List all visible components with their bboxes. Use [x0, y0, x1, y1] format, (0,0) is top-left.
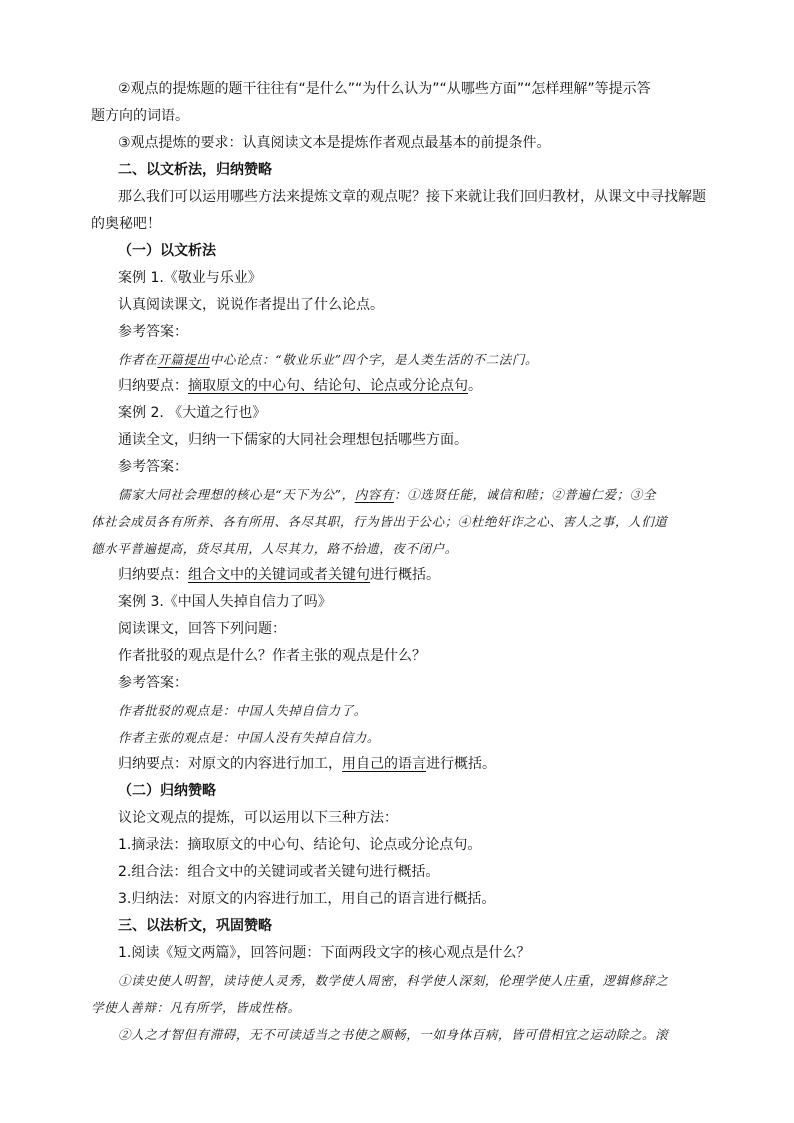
paragraph-line: 题方向的词语。: [91, 108, 189, 124]
answer-text: [118, 485, 656, 505]
question-text: 通读全文，归纳一下儒家的大同社会理想包括哪些方面。: [118, 432, 468, 448]
section-heading: 三、以法析文，巩固赞略: [118, 918, 272, 934]
passage-text: 学使人善辩：凡有所学，皆成性格。: [91, 1000, 301, 1015]
summary-label: 归纳要点：: [118, 567, 188, 583]
answer-text-part: 儒家大同社会理想的核心是“天下为公”，: [118, 487, 355, 502]
answer-text: 德水平普遍提高，货尽其用，人尽其力，路不拾遗，夜不闭户。: [91, 541, 458, 556]
underlined-text: 开篇提出: [157, 352, 210, 367]
underlined-text: 内容有: [354, 487, 394, 502]
underlined-text: 组合文中的关键词或者关键句: [188, 567, 370, 583]
question-text: 阅读课文，回答下列问题：: [118, 621, 286, 637]
method-item: 2.组合法：组合文中的关键词或者关键句进行概括。: [118, 864, 440, 880]
method-item: 3.归纳法：对原文的内容进行加工，用自己的语言进行概括。: [118, 891, 496, 907]
summary-label: 归纳要点：对原文的内容进行加工，: [118, 756, 342, 772]
paragraph-line: 议论文观点的提炼，可以运用以下三种方法：: [118, 810, 398, 826]
underlined-text: 摘取原文的中心句、结论句、论点或分论点句: [188, 378, 468, 394]
method-item: 1.摘录法：摘取原文的中心句、结论句、论点或分论点句。: [118, 837, 482, 853]
paragraph-line: ③观点提炼的要求：认真阅读文本是提炼作者观点最基本的前提条件。: [118, 135, 551, 151]
subsection-heading: （二）归纳赞略: [118, 783, 216, 799]
summary-label: 归纳要点：: [118, 378, 188, 394]
paragraph-line: 的奥秘吧！: [91, 216, 161, 232]
passage-text: ①读史使人明智，读诗使人灵秀，数学使人周密，科学使人深刻，伦理学使人庄重，逻辑修辞之: [118, 973, 669, 988]
answer-text-part: 作者在: [118, 352, 158, 367]
answer-text: 体社会成员各有所养、各有所用、各尽其职，行为皆出于公心；④杜绝奸诈之心、害人之事，人们道: [91, 514, 668, 529]
section-heading: 二、以文析法，归纳赞略: [118, 162, 272, 178]
answer-label: 参考答案：: [118, 324, 188, 340]
question-text: 作者批驳的观点是什么？作者主张的观点是什么？: [118, 648, 426, 664]
paragraph-line: 那么我们可以运用哪些方法来提炼文章的观点呢？接下来就让我们回归教材，从课文中寻找解题: [118, 189, 706, 205]
paragraph-line: ②观点的提炼题的题干往往有“是什么”“为什么认为”“从哪些方面”“怎样理解”等提示答: [118, 81, 651, 97]
answer-label: 参考答案：: [118, 675, 188, 691]
answer-label: 参考答案：: [118, 459, 188, 475]
case-title: 案例 3.《中国人失掉自信力了吗》: [118, 594, 332, 610]
case-title: 案例 1.《敬业与乐业》: [118, 270, 262, 286]
summary-point: [118, 565, 440, 585]
answer-text: [118, 350, 538, 370]
case-title: 案例 2. 《大道之行也》: [118, 405, 267, 421]
summary-point: [118, 754, 496, 774]
summary-point: [118, 376, 482, 396]
answer-text-part: 中心论点：“敬业乐业”四个字，是人类生活的不二法门。: [209, 352, 539, 367]
answer-text: 作者主张的观点是：中国人没有失掉自信力。: [118, 730, 381, 745]
summary-text-part: 。: [468, 378, 482, 394]
underlined-text: 用自己的语言: [342, 756, 426, 772]
subsection-heading: （一）以文析法: [118, 243, 216, 259]
question-text: 1.阅读《短文两篇》，回答问题：下面两段文字的核心观点是什么？: [118, 945, 531, 961]
answer-text: 作者批驳的观点是：中国人失掉自信力了。: [118, 703, 367, 718]
summary-text-part: 进行概括。: [370, 567, 440, 583]
answer-text-part: ：①选贤任能，诚信和睦；②普遍仁爱；③全: [394, 487, 657, 502]
passage-text: ②人之才智但有滞碍，无不可读适当之书使之顺畅，一如身体百病，皆可借相宜之运动除之。滚: [118, 1027, 669, 1042]
summary-text-part: 进行概括。: [426, 756, 496, 772]
question-text: 认真阅读课文，说说作者提出了什么论点。: [118, 297, 384, 313]
